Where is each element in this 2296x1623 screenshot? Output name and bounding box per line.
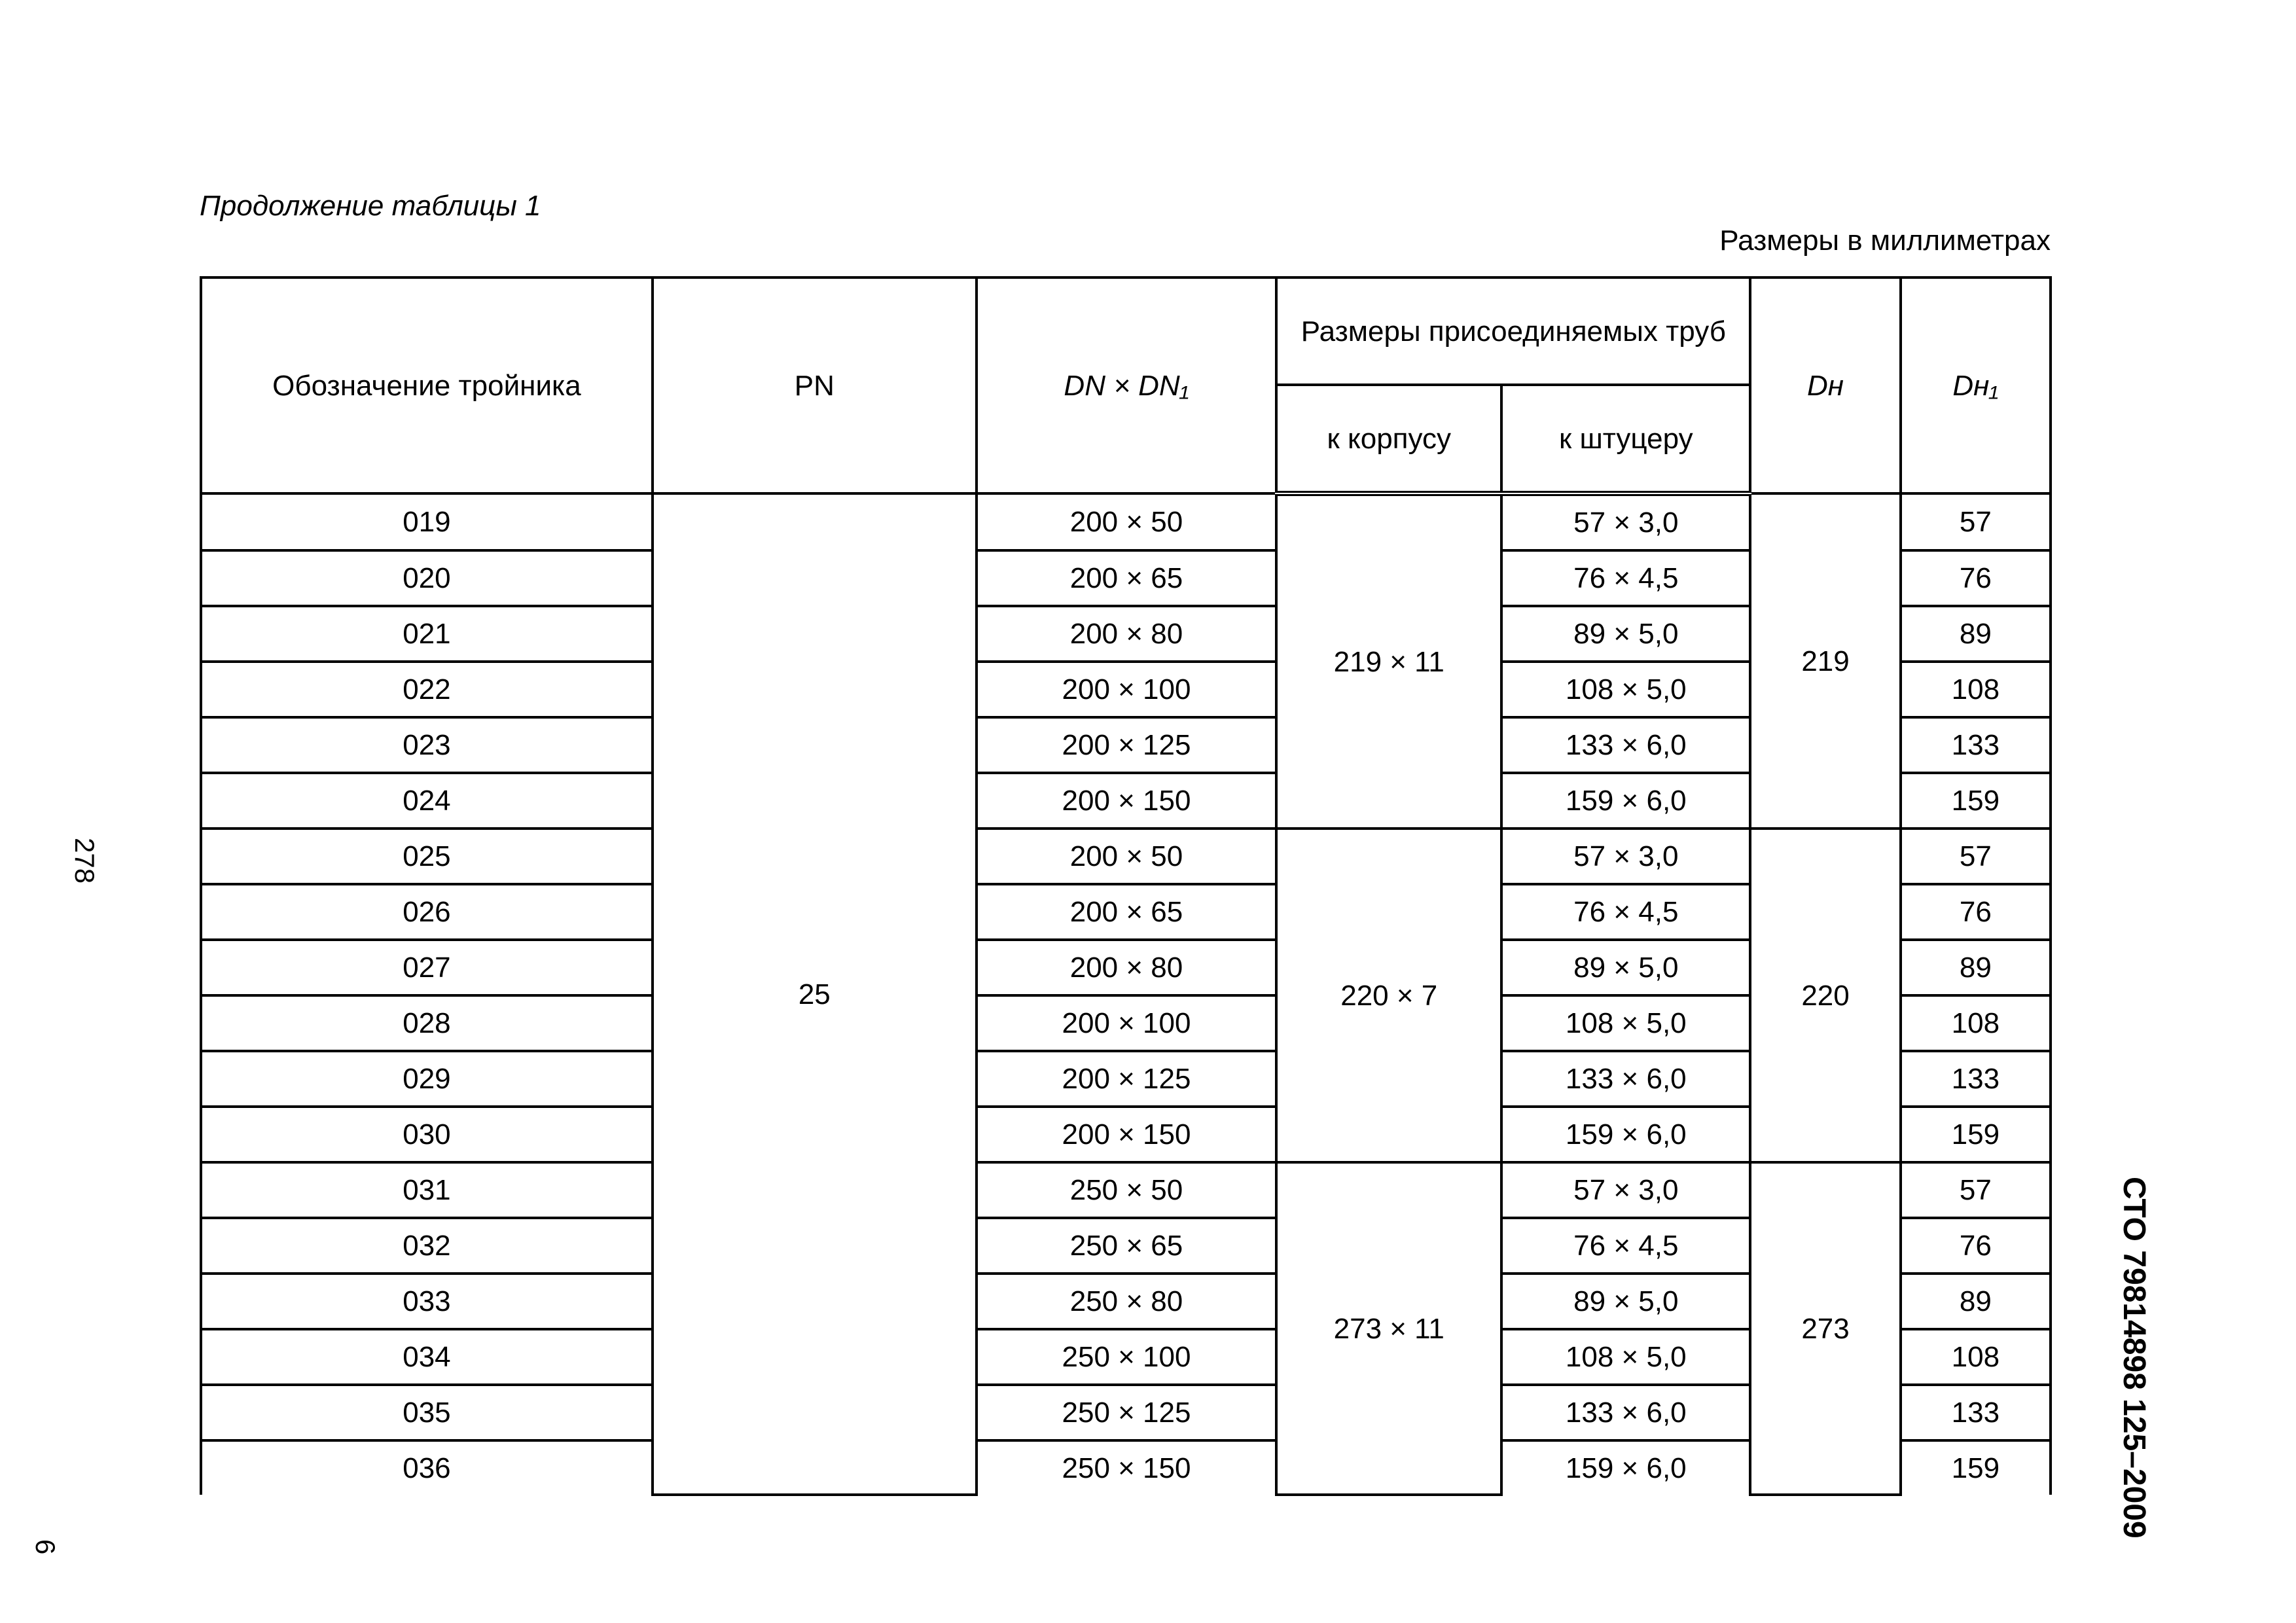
header-to-fitting: к штуцеру xyxy=(1501,385,1750,493)
cell-dn-dn1: 200 × 150 xyxy=(977,1107,1277,1162)
cell-dh1: 57 xyxy=(1901,829,2051,884)
cell-dh1: 133 xyxy=(1901,1051,2051,1107)
cell-to-body: 219 × 11 xyxy=(1276,493,1501,829)
cell-dn-dn1: 250 × 65 xyxy=(977,1218,1277,1274)
units-note: Размеры в миллиметрах xyxy=(1719,224,2051,257)
header-dn-dn1: DN × DN₁ xyxy=(977,277,1277,493)
cell-dn-dn1: 200 × 50 xyxy=(977,829,1277,884)
cell-dh1: 89 xyxy=(1901,606,2051,662)
cell-to-fitting: 57 × 3,0 xyxy=(1501,829,1750,884)
cell-dn-dn1: 200 × 80 xyxy=(977,606,1277,662)
cell-dn-dn1: 200 × 150 xyxy=(977,773,1277,829)
cell-dn-dn1: 200 × 65 xyxy=(977,550,1277,606)
cell-designation: 031 xyxy=(201,1162,653,1218)
cell-to-fitting: 57 × 3,0 xyxy=(1501,493,1750,550)
cell-dn-dn1: 250 × 50 xyxy=(977,1162,1277,1218)
cell-dh1: 133 xyxy=(1901,717,2051,773)
cell-to-fitting: 76 × 4,5 xyxy=(1501,550,1750,606)
page-number: 278 xyxy=(69,838,100,884)
cell-dn-dn1: 200 × 125 xyxy=(977,717,1277,773)
cell-dn-dn1: 250 × 80 xyxy=(977,1274,1277,1329)
cell-dh1: 76 xyxy=(1901,1218,2051,1274)
table-row xyxy=(201,829,2051,884)
cell-designation: 025 xyxy=(201,829,653,884)
header-connected-pipes: Размеры присоединяемых труб xyxy=(1276,277,1750,385)
cell-designation: 019 xyxy=(201,493,653,550)
cell-dn-dn1: 250 × 125 xyxy=(977,1385,1277,1440)
page-index: 6 xyxy=(30,1539,61,1555)
cell-to-fitting: 76 × 4,5 xyxy=(1501,1218,1750,1274)
cell-to-body: 220 × 7 xyxy=(1276,829,1501,1162)
cell-dh1: 159 xyxy=(1901,1107,2051,1162)
cell-dn-dn1: 200 × 125 xyxy=(977,1051,1277,1107)
cell-dn-dn1: 250 × 100 xyxy=(977,1329,1277,1385)
cell-designation: 028 xyxy=(201,995,653,1051)
cell-designation: 030 xyxy=(201,1107,653,1162)
header-pn: PN xyxy=(653,277,977,493)
cell-designation: 022 xyxy=(201,662,653,717)
cell-to-fitting: 159 × 6,0 xyxy=(1501,1440,1750,1495)
cell-designation: 023 xyxy=(201,717,653,773)
cell-dh: 273 xyxy=(1750,1162,1900,1495)
cell-to-fitting: 133 × 6,0 xyxy=(1501,1385,1750,1440)
cell-dh1: 57 xyxy=(1901,1162,2051,1218)
standard-code: СТО 79814898 125–2009 xyxy=(2117,1177,2151,1539)
cell-to-fitting: 108 × 5,0 xyxy=(1501,1329,1750,1385)
cell-to-fitting: 159 × 6,0 xyxy=(1501,773,1750,829)
cell-pn: 25 xyxy=(653,493,977,1495)
cell-dn-dn1: 200 × 100 xyxy=(977,995,1277,1051)
cell-dh1: 76 xyxy=(1901,884,2051,940)
table-row xyxy=(201,493,2051,550)
cell-dn-dn1: 200 × 80 xyxy=(977,940,1277,995)
cell-designation: 024 xyxy=(201,773,653,829)
cell-dn-dn1: 200 × 100 xyxy=(977,662,1277,717)
cell-dh1: 133 xyxy=(1901,1385,2051,1440)
cell-to-fitting: 159 × 6,0 xyxy=(1501,1107,1750,1162)
cell-to-fitting: 108 × 5,0 xyxy=(1501,662,1750,717)
header-to-body: к корпусу xyxy=(1276,385,1501,493)
cell-dh1: 108 xyxy=(1901,1329,2051,1385)
cell-to-fitting: 133 × 6,0 xyxy=(1501,1051,1750,1107)
cell-designation: 020 xyxy=(201,550,653,606)
cell-dh1: 57 xyxy=(1901,493,2051,550)
cell-dh1: 108 xyxy=(1901,995,2051,1051)
header-designation: Обозначение тройника xyxy=(201,277,653,493)
cell-to-fitting: 108 × 5,0 xyxy=(1501,995,1750,1051)
cell-designation: 026 xyxy=(201,884,653,940)
cell-designation: 033 xyxy=(201,1274,653,1329)
cell-designation: 036 xyxy=(201,1440,653,1495)
tee-dimensions-table xyxy=(200,276,2052,1496)
cell-dn-dn1: 200 × 50 xyxy=(977,493,1277,550)
cell-dh1: 159 xyxy=(1901,773,2051,829)
cell-designation: 032 xyxy=(201,1218,653,1274)
table-row xyxy=(201,1162,2051,1218)
cell-dh1: 159 xyxy=(1901,1440,2051,1495)
cell-to-fitting: 76 × 4,5 xyxy=(1501,884,1750,940)
cell-to-fitting: 89 × 5,0 xyxy=(1501,606,1750,662)
cell-to-body: 273 × 11 xyxy=(1276,1162,1501,1495)
cell-dh: 220 xyxy=(1750,829,1900,1162)
cell-designation: 027 xyxy=(201,940,653,995)
cell-dh1: 76 xyxy=(1901,550,2051,606)
cell-to-fitting: 89 × 5,0 xyxy=(1501,940,1750,995)
cell-designation: 021 xyxy=(201,606,653,662)
header-dh1: Dн₁ xyxy=(1901,277,2051,493)
cell-designation: 035 xyxy=(201,1385,653,1440)
cell-dn-dn1: 250 × 150 xyxy=(977,1440,1277,1495)
cell-dn-dn1: 200 × 65 xyxy=(977,884,1277,940)
cell-to-fitting: 133 × 6,0 xyxy=(1501,717,1750,773)
table-body xyxy=(201,493,2051,1495)
cell-designation: 029 xyxy=(201,1051,653,1107)
cell-dh: 219 xyxy=(1750,493,1900,829)
cell-dh1: 89 xyxy=(1901,1274,2051,1329)
cell-to-fitting: 89 × 5,0 xyxy=(1501,1274,1750,1329)
cell-to-fitting: 57 × 3,0 xyxy=(1501,1162,1750,1218)
cell-designation: 034 xyxy=(201,1329,653,1385)
cell-dh1: 108 xyxy=(1901,662,2051,717)
cell-dh1: 89 xyxy=(1901,940,2051,995)
table-caption: Продолжение таблицы 1 xyxy=(200,190,541,222)
header-dh: Dн xyxy=(1750,277,1900,493)
